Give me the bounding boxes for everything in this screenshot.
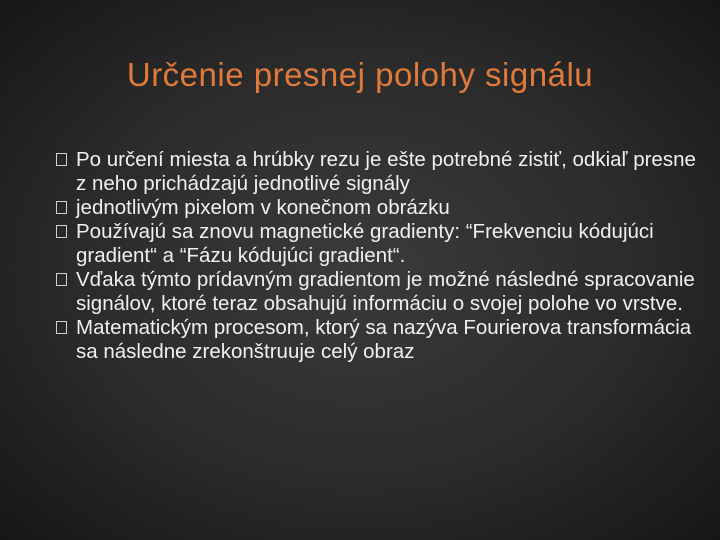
- square-bullet-icon: [56, 201, 67, 214]
- list-item: [76, 268, 696, 316]
- list-item: [76, 220, 696, 268]
- square-bullet-icon: [56, 225, 67, 238]
- bullet-text: Matematickým procesom, ktorý sa nazýva Fourierova transformácia sa následne zrekonštruuje celý obraz: [76, 316, 692, 363]
- bullet-text: Po určení miesta a hrúbky rezu je ešte potrebné zistiť, odkiaľ presne z neho prichádzajú jednotlivé signály: [76, 148, 696, 195]
- bullet-list: [76, 148, 696, 364]
- bullet-text: jednotlivým pixelom v konečnom obrázku: [76, 196, 450, 219]
- list-item: [76, 148, 696, 196]
- list-item: [76, 196, 696, 220]
- list-item: [76, 316, 696, 364]
- bullet-text: Vďaka týmto prídavným gradientom je možné následné spracovanie signálov, ktoré teraz obsahujú informáciu o svojej polohe vo vrstve.: [76, 268, 695, 315]
- square-bullet-icon: [56, 273, 67, 286]
- square-bullet-icon: [56, 321, 67, 334]
- bullet-text: Používajú sa znovu magnetické gradienty: “Frekvenciu kódujúci gradient“ a “Fázu kódujúci gradient“.: [76, 220, 654, 267]
- square-bullet-icon: [56, 153, 67, 166]
- slide-title: Určenie presnej polohy signálu: [126, 56, 594, 93]
